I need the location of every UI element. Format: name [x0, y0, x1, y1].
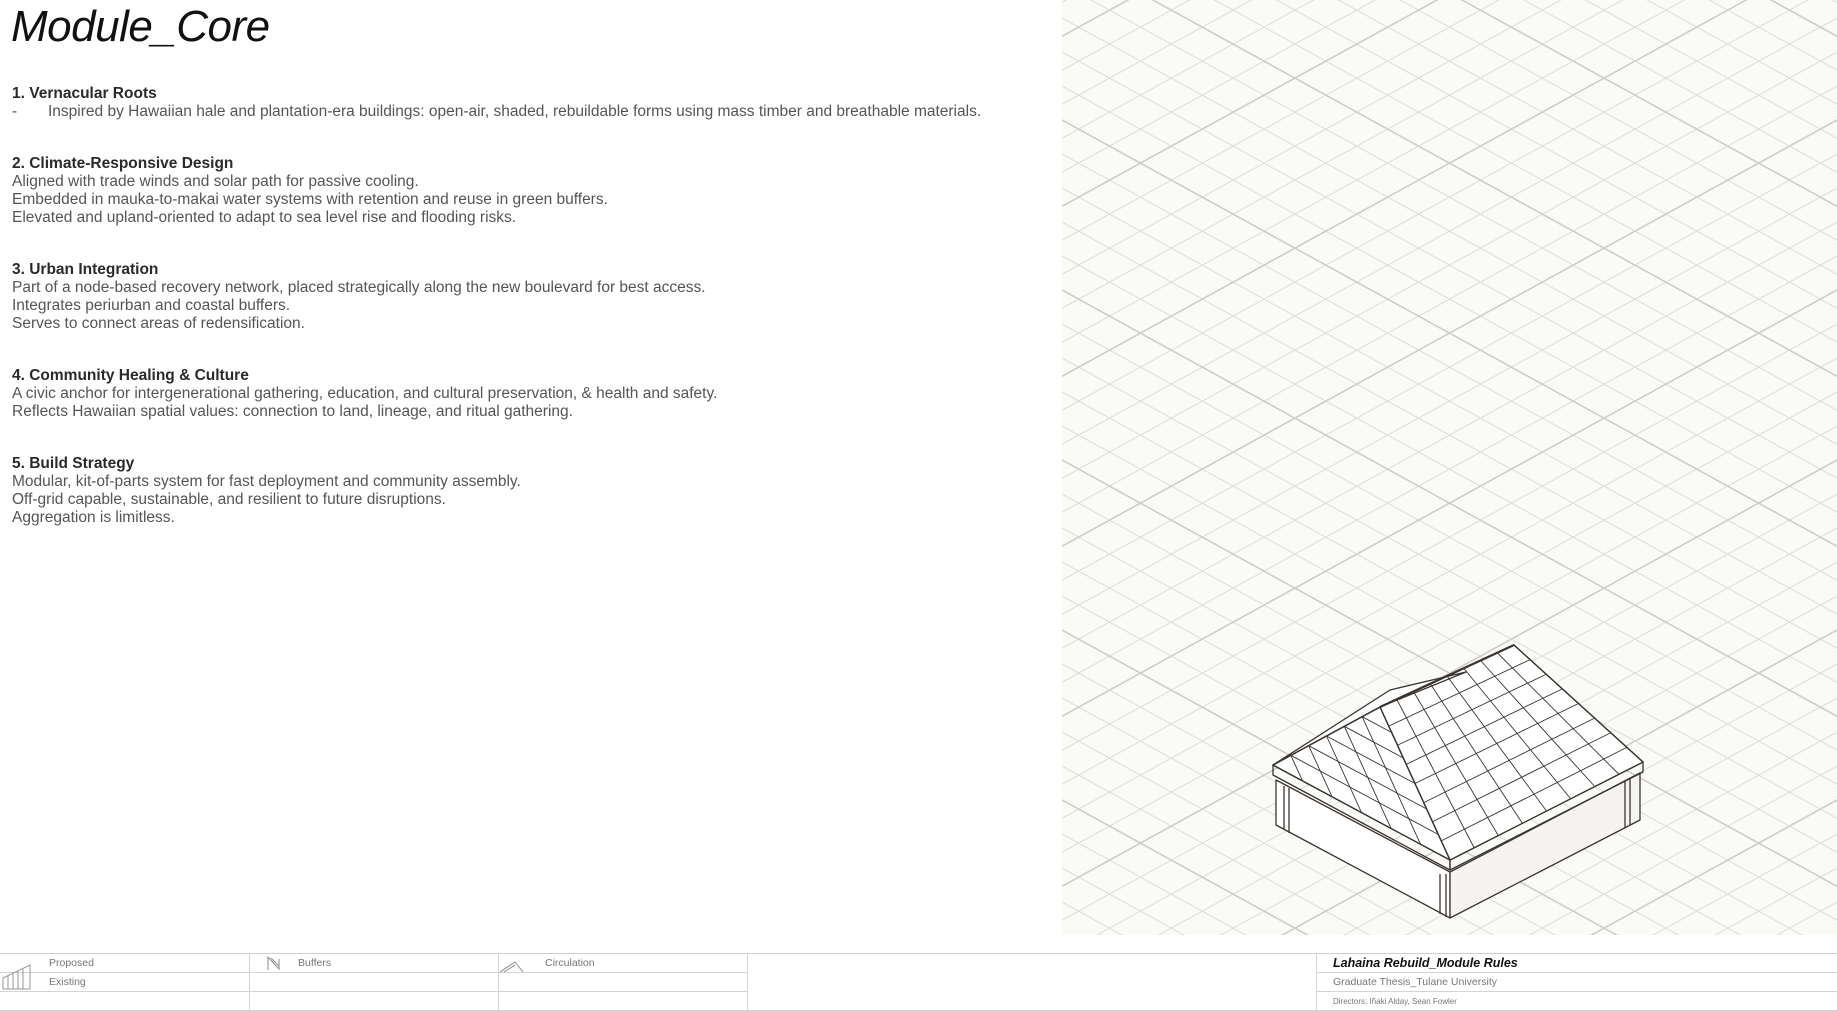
rule-text: Elevated and upland-oriented to adapt to sea level rise and flooding risks. — [12, 209, 517, 226]
legend-existing: Existing — [49, 976, 86, 988]
title-block — [0, 953, 1837, 1011]
rule-section-climate-responsive — [12, 155, 1002, 227]
rule-section-vernacular-roots — [12, 85, 1002, 121]
rule-heading: 3. Urban Integration — [12, 261, 159, 278]
rule-bullet — [12, 103, 1002, 121]
rule-text: Serves to connect areas of redensification. — [12, 315, 305, 332]
rule-text: Embedded in mauka-to-makai water systems with retention and reuse in green buffers. — [12, 191, 608, 208]
module-isometric-drawing — [1270, 640, 1650, 925]
page-title: Module_Core — [11, 2, 270, 51]
rule-text: Integrates periurban and coastal buffers. — [12, 297, 291, 314]
rule-text: Off-grid capable, sustainable, and resilient to future disruptions. — [12, 491, 446, 508]
rule-text: Aggregation is limitless. — [12, 509, 175, 526]
rule-section-urban-integration — [12, 261, 1002, 333]
legend-proposed: Proposed — [49, 957, 94, 969]
project-directors: Directors: Iñaki Alday, Sean Fowler — [1333, 997, 1457, 1006]
hatch-swatch-icon — [2, 964, 32, 990]
rule-text: Reflects Hawaiian spatial values: connection to land, lineage, and ritual gathering. — [12, 403, 573, 420]
rule-text: Part of a node-based recovery network, placed strategically along the new boulevard for best access. — [12, 279, 706, 296]
rule-section-community-healing — [12, 367, 1002, 421]
rule-text: A civic anchor for intergenerational gathering, education, and cultural preservation, & health and safety. — [12, 385, 718, 402]
rule-text: Inspired by Hawaiian hale and plantation-era buildings: open-air, shaded, rebuildable forms using mass timber and breathable materials. — [48, 103, 982, 120]
rule-heading: 1. Vernacular Roots — [12, 85, 157, 102]
circulation-icon — [499, 960, 525, 973]
legend-buffers: Buffers — [298, 957, 332, 969]
buffers-icon — [266, 955, 282, 971]
rule-heading: 5. Build Strategy — [12, 455, 135, 472]
rule-heading: 2. Climate-Responsive Design — [12, 155, 234, 172]
rule-text: Aligned with trade winds and solar path for passive cooling. — [12, 173, 419, 190]
project-title: Lahaina Rebuild_Module Rules — [1333, 956, 1518, 970]
bullet-dash: - — [12, 103, 18, 120]
legend-circulation: Circulation — [545, 957, 595, 969]
rules-list — [12, 85, 1002, 561]
rule-section-build-strategy — [12, 455, 1002, 527]
rule-text: Modular, kit-of-parts system for fast deployment and community assembly. — [12, 473, 521, 490]
rule-heading: 4. Community Healing & Culture — [12, 367, 249, 384]
project-subtitle: Graduate Thesis_Tulane University — [1333, 976, 1497, 988]
